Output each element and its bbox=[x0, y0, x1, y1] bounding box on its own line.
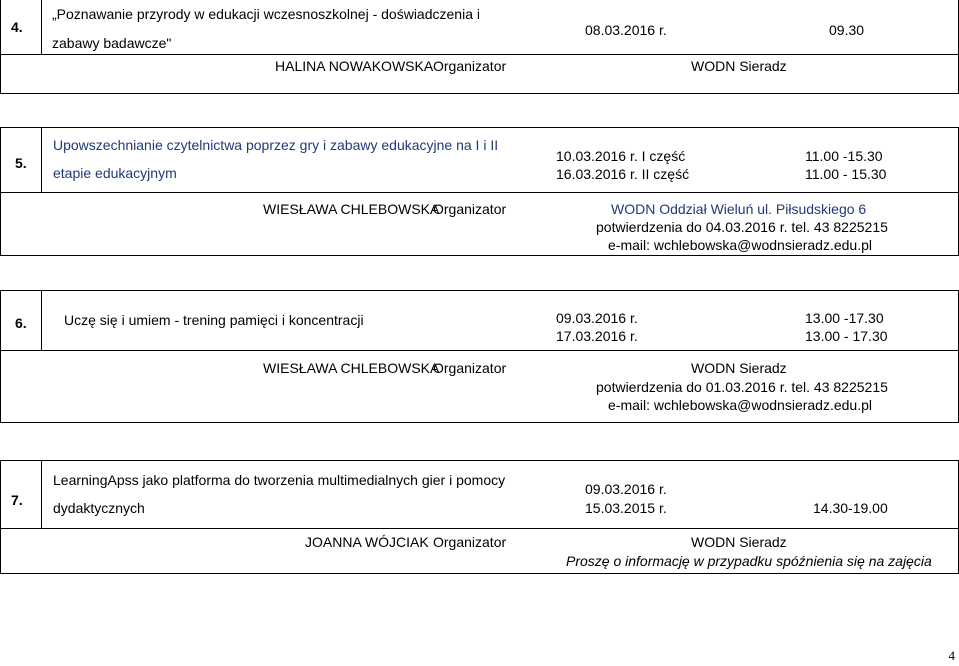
course-title-line: LearningApss jako platforma do tworzenia multimedialnych gier i pomocy bbox=[53, 472, 506, 488]
row-number-cell bbox=[0, 0, 42, 55]
venue-line: WODN Sieradz bbox=[691, 534, 787, 550]
page-number: 4 bbox=[948, 648, 955, 663]
venue-line: WODN Oddział Wieluń ul. Piłsudskiego 6 bbox=[611, 201, 867, 217]
row-number: 7. bbox=[11, 492, 23, 508]
venue-line: e-mail: wchlebowska@wodnsieradz.edu.pl bbox=[608, 397, 873, 413]
organizer-name: JOANNA WÓJCIAK bbox=[305, 534, 429, 550]
organizer-name: WIESŁAWA CHLEBOWSKA bbox=[263, 201, 440, 217]
organizer-label: Organizator bbox=[433, 201, 507, 217]
course-time: 13.00 -17.30 bbox=[805, 310, 884, 326]
row-number-cell bbox=[0, 290, 42, 351]
organizer-cell bbox=[0, 55, 959, 94]
course-cell bbox=[42, 0, 959, 55]
course-time: 13.00 - 17.30 bbox=[805, 328, 888, 344]
course-title-line: „Poznawanie przyrody w edukacji wczesnoszkolnej - doświadczenia i bbox=[52, 6, 480, 22]
course-date: 08.03.2016 r. bbox=[585, 22, 667, 38]
course-date: 10.03.2016 r. I część bbox=[556, 148, 686, 164]
row-number-cell bbox=[0, 460, 42, 529]
course-date: 16.03.2016 r. II część bbox=[556, 166, 690, 182]
organizer-label: Organizator bbox=[433, 534, 507, 550]
organizer-name: WIESŁAWA CHLEBOWSKA bbox=[263, 360, 440, 376]
course-date: 09.03.2016 r. bbox=[556, 310, 638, 326]
course-title-line: zabawy badawcze" bbox=[52, 35, 172, 51]
course-cell bbox=[42, 460, 959, 529]
venue-line: potwierdzenia do 04.03.2016 r. tel. 43 8225215 bbox=[596, 219, 888, 235]
row-number: 6. bbox=[15, 315, 27, 331]
course-time: 14.30-19.00 bbox=[813, 500, 888, 516]
organizer-cell bbox=[0, 351, 959, 423]
course-title-line: Upowszechnianie czytelnictwa poprzez gry i zabawy edukacyjne na I i II bbox=[53, 137, 499, 153]
course-title-line: Uczę się i umiem - trening pamięci i koncentracji bbox=[64, 312, 364, 328]
course-title-line: etapie edukacyjnym bbox=[53, 165, 177, 181]
venue-line: WODN Sieradz bbox=[691, 58, 787, 74]
course-cell bbox=[42, 127, 959, 193]
row-number: 4. bbox=[11, 19, 23, 35]
organizer-name: HALINA NOWAKOWSKA bbox=[275, 58, 434, 74]
venue-line: e-mail: wchlebowska@wodnsieradz.edu.pl bbox=[608, 237, 873, 253]
course-row-7 bbox=[0, 460, 959, 574]
organizer-cell bbox=[0, 193, 959, 256]
venue-line: Proszę o informację w przypadku spóźnienia się na zajęcia bbox=[566, 553, 932, 569]
course-date: 09.03.2016 r. bbox=[585, 481, 667, 497]
organizer-cell bbox=[0, 529, 959, 574]
course-time: 09.30 bbox=[829, 22, 865, 38]
row-number-cell bbox=[0, 127, 42, 193]
organizer-label: Organizator bbox=[433, 58, 507, 74]
venue-line: WODN Sieradz bbox=[691, 360, 787, 376]
course-date: 15.03.2015 r. bbox=[585, 500, 667, 516]
course-date: 17.03.2016 r. bbox=[556, 328, 638, 344]
course-row-6 bbox=[0, 290, 959, 423]
course-cell bbox=[42, 290, 959, 351]
course-time: 11.00 -15.30 bbox=[805, 148, 883, 164]
course-row-5 bbox=[0, 127, 959, 256]
course-title-line: dydaktycznych bbox=[53, 500, 145, 516]
venue-line: potwierdzenia do 01.03.2016 r. tel. 43 8225215 bbox=[596, 379, 888, 395]
row-number: 5. bbox=[15, 155, 27, 171]
course-time: 11.00 - 15.30 bbox=[805, 166, 887, 182]
course-row-4 bbox=[0, 0, 959, 94]
organizer-label: Organizator bbox=[433, 360, 507, 376]
